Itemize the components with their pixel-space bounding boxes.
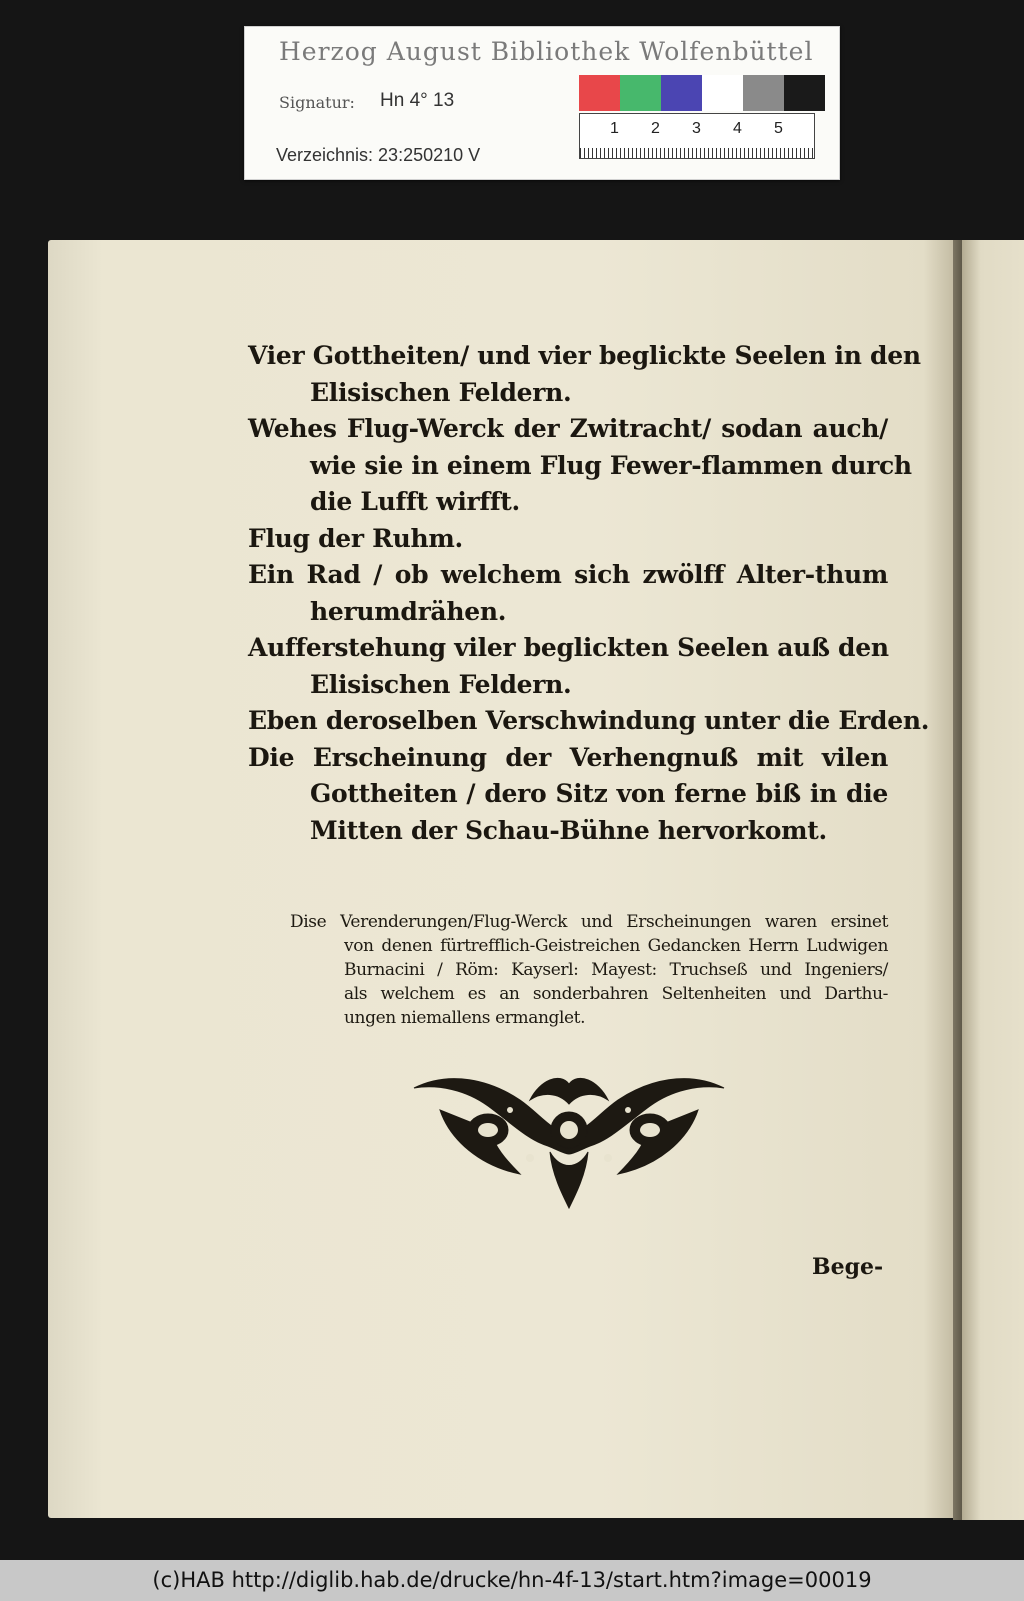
text-line: wie sie in einem Flug Fewer-flammen durch <box>310 450 912 480</box>
text-line: Ein Rad / ob welchem sich zwölff Alter-thum <box>248 560 888 589</box>
swatch-red <box>579 75 620 111</box>
text-line: Gottheiten / dero Sitz von ferne biß in die <box>310 779 888 808</box>
ornament-vignette-icon <box>410 1070 728 1210</box>
text-line: herumdrähen. <box>310 596 507 626</box>
main-text-block <box>248 338 930 849</box>
swatch-black <box>784 75 825 111</box>
ruler-number: 5 <box>774 120 783 137</box>
ruler-number: 1 <box>610 120 619 137</box>
text-line: Vier Gottheiten/ und vier beglickte Seelen in den <box>248 341 921 370</box>
text-line: Die Erscheinung der Verhengnuß mit vilen <box>248 742 888 772</box>
text-line: Flug der Ruhm. <box>248 523 463 553</box>
note-line: als welchem es an sonderbahren Seltenheiten und Darthu- <box>344 984 888 1004</box>
text-line: Eben deroselben Verschwindung unter die Erden. <box>248 706 930 735</box>
signatur-key: Signatur: <box>279 93 355 112</box>
text-line: Wehes Flug-Werck der Zwitracht/ sodan auch/ <box>248 414 888 443</box>
catchword: Bege- <box>812 1254 884 1280</box>
credit-note <box>290 910 888 1030</box>
text-line: Elisischen Feldern. <box>310 377 572 407</box>
ruler-number: 4 <box>733 120 742 137</box>
swatch-green <box>620 75 661 111</box>
text-line: Aufferstehung viler beglickten Seelen auß den <box>248 633 889 662</box>
note-line: ungen niemallens ermanglet. <box>344 1008 586 1028</box>
text-line: Mitten der Schau-Bühne hervorkomt. <box>310 815 827 845</box>
signatur-value: Hn 4° 13 <box>380 90 455 111</box>
facing-page-edge <box>962 240 1024 1520</box>
note-line: Burnacini / Röm: Kayserl: Mayest: Truchseß und Ingeniers/ <box>344 960 888 980</box>
text-line: Elisischen Feldern. <box>310 669 572 699</box>
scale-ruler <box>579 113 815 159</box>
ruler-number: 2 <box>651 120 660 137</box>
color-calibration-bar <box>579 75 825 111</box>
note-line: Dise Verenderungen/Flug-Werck und Erscheinungen waren ersinet <box>290 912 888 932</box>
library-label-card <box>244 26 840 180</box>
ruler-number: 3 <box>692 120 701 137</box>
library-name: Herzog August Bibliothek Wolfenbüttel <box>279 37 814 66</box>
verzeichnis-text: Verzeichnis: 23:250210 V <box>276 145 481 165</box>
note-line: von denen fürtrefflich-Geistreichen Gedancken Herrn Ludwigen <box>344 936 888 956</box>
swatch-blue <box>661 75 702 111</box>
ruler-ticks <box>580 148 814 158</box>
copyright-footer: (c)HAB http://diglib.hab.de/drucke/hn-4f-13/start.htm?image=00019 <box>0 1560 1024 1601</box>
swatch-white <box>702 75 743 111</box>
swatch-gray <box>743 75 784 111</box>
text-line: die Lufft wirfft. <box>310 487 520 516</box>
